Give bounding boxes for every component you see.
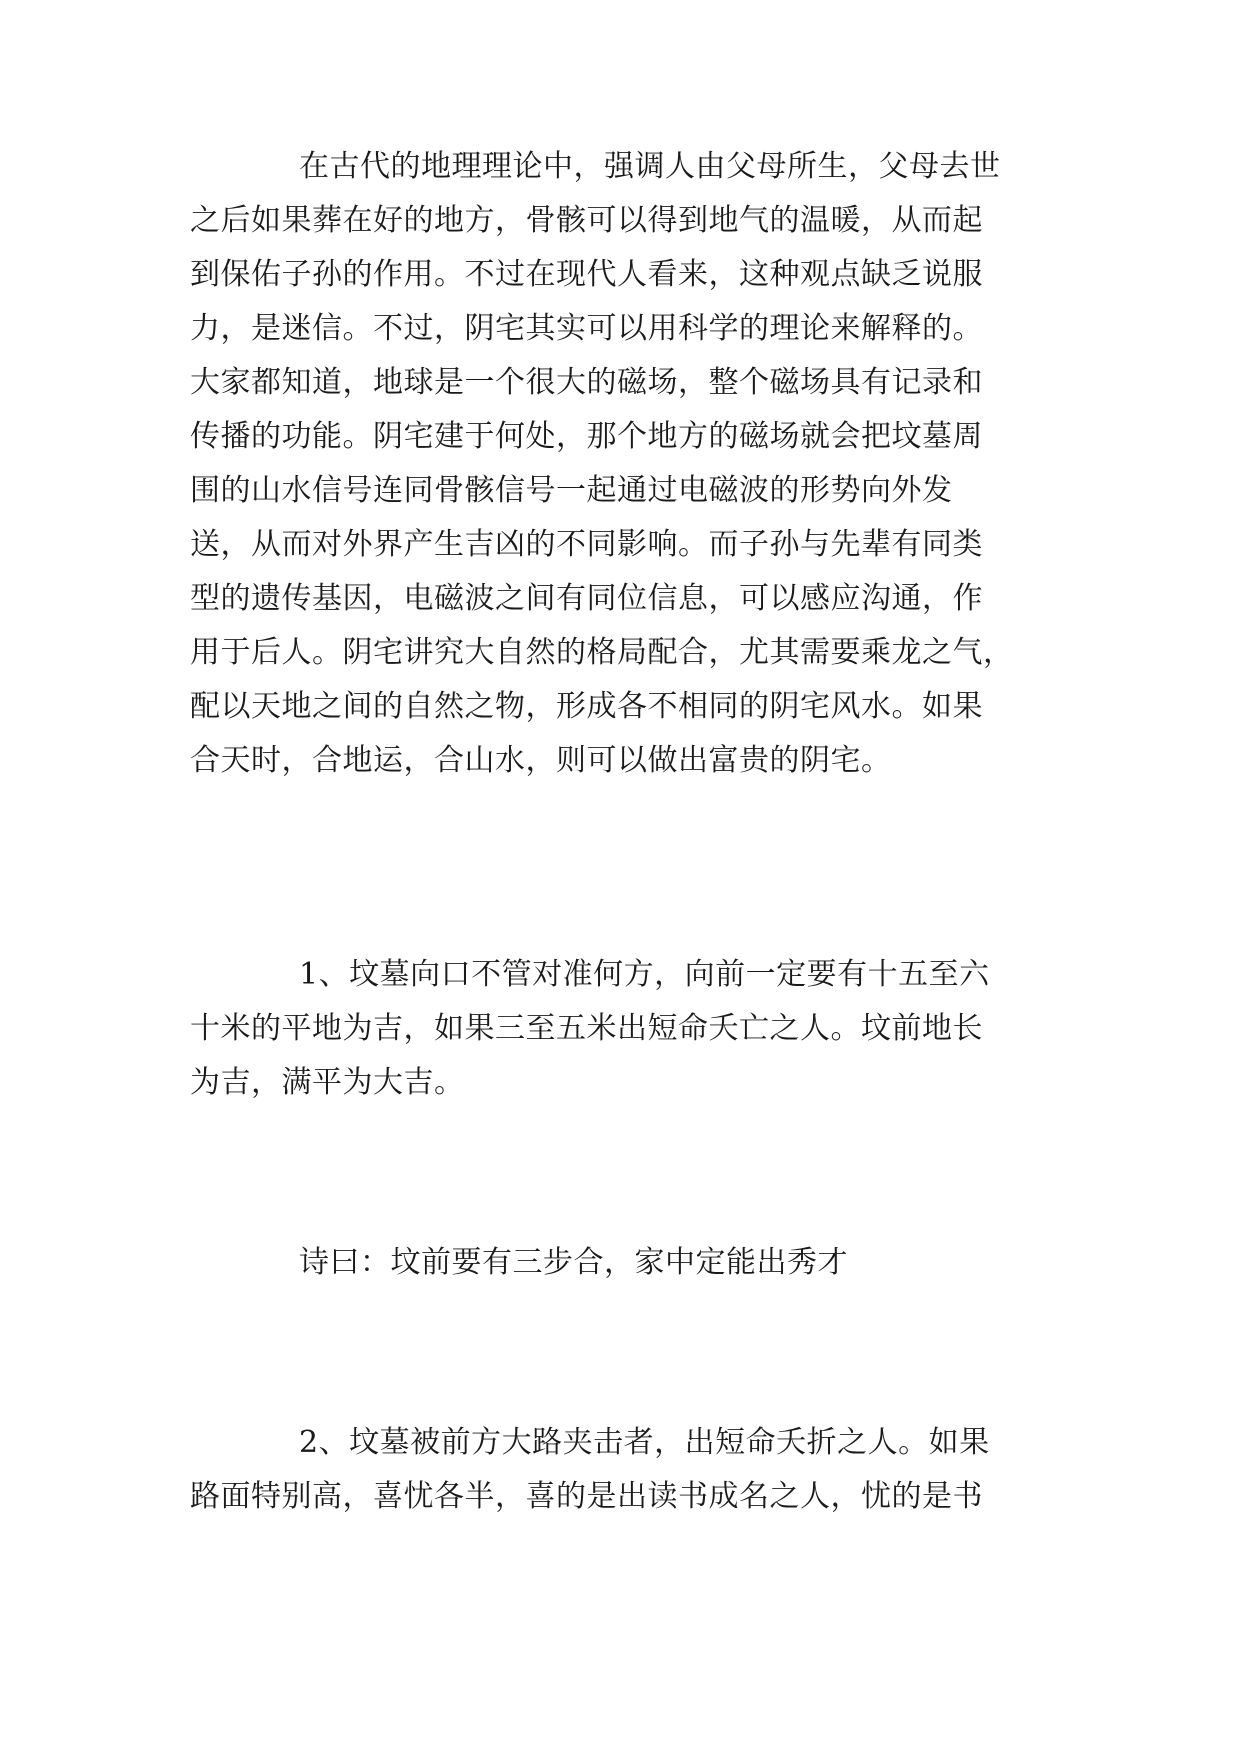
text-line: 配以天地之间的自然之物，形成各不相同的阴宅风水。如果 [190,689,983,724]
text-line: 十米的平地为吉，如果三至五米出短命夭亡之人。坟前地长 [190,1011,983,1046]
text-line: 送，从而对外界产生吉凶的不同影响。而子孙与先辈有同类 [190,527,983,562]
text-line: 为吉，满平为大吉。 [190,1065,465,1100]
text-line: 传播的功能。阴宅建于何处，那个地方的磁场就会把坟墓周 [190,419,983,454]
text-line: 1、坟墓向口不管对准何方，向前一定要有十五至六 [299,957,990,992]
text-line: 合天时，合地运，合山水，则可以做出富贵的阴宅。 [190,743,892,778]
text-line: 围的山水信号连同骨骸信号一起通过电磁波的形势向外发 [190,473,953,508]
text-line: 力，是迷信。不过，阴宅其实可以用科学的理论来解释的。 [190,311,983,346]
text-line: 路面特别高，喜忧各半，喜的是出读书成名之人，忧的是书 [190,1479,983,1514]
text-line: 大家都知道，地球是一个很大的磁场，整个磁场具有记录和 [190,365,983,400]
text-line: 到保佑子孙的作用。不过在现代人看来，这种观点缺乏说服 [190,257,983,292]
text-line: 之后如果葬在好的地方，骨骸可以得到地气的温暖，从而起 [190,203,983,238]
text-line: 用于后人。阴宅讲究大自然的格局配合，尤其需要乘龙之气， [190,635,1014,670]
text-line: 在古代的地理理论中，强调人由父母所生，父母去世 [299,149,1001,184]
text-line: 型的遗传基因，电磁波之间有同位信息，可以感应沟通，作 [190,581,983,616]
text-line: 2、坟墓被前方大路夹击者，出短命夭折之人。如果 [299,1425,990,1460]
poem-line: 诗曰：坟前要有三步合，家中定能出秀才 [299,1245,848,1280]
